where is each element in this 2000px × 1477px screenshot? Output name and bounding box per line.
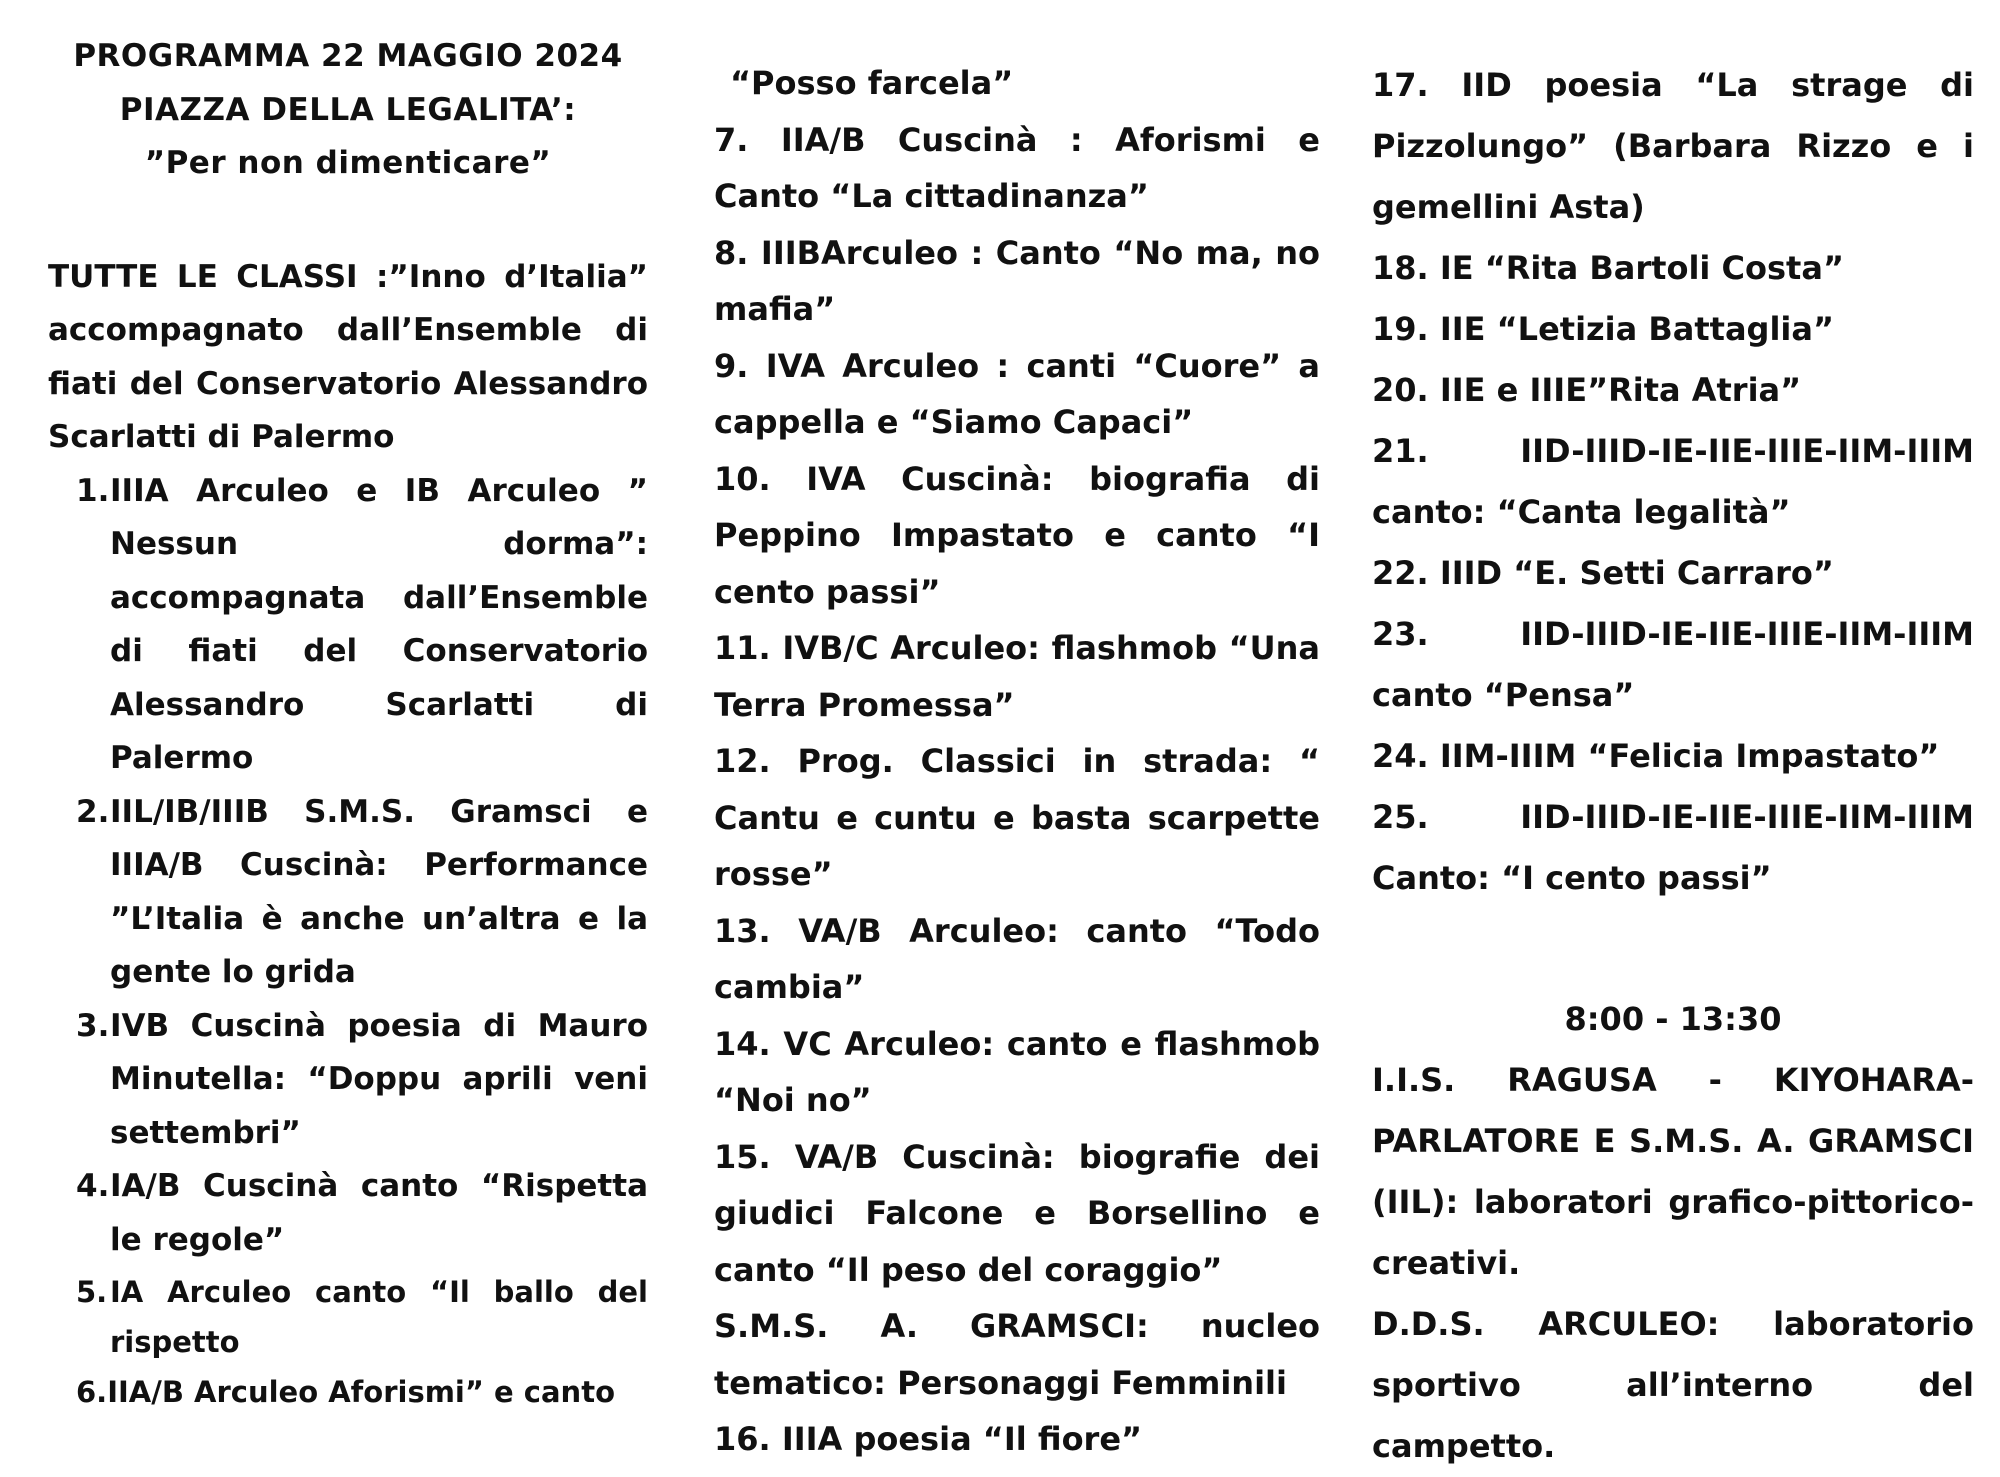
list-item: 1. IIIA Arculeo e IB Arculeo ” Nessun dorma”: accompagnata dall’Ensemble di fiati del Conservatorio Alessandro Scarlatti di Palermo [76, 472, 648, 776]
list-item: 22. IIID “E. Setti Carraro” [1372, 554, 1834, 592]
list-item: 6.IIA/B Arculeo Aforismi” e canto [76, 1375, 615, 1409]
list-item: 16. IIIA poesia “Il fiore” [714, 1420, 1143, 1458]
list-item: 18. IE “Rita Bartoli Costa” [1372, 249, 1844, 287]
list-item: 3. IVB Cuscinà poesia di Mauro Minutella: “Doppu aprili veni settembri” [76, 1007, 648, 1151]
list-item: 9. IVA Arculeo : canti “Cuore” a cappella e “Siamo Capaci” [714, 346, 1321, 441]
list-item: 12. Prog. Classici in strada: “ Cantu e cuntu e basta scarpette rosse” [714, 742, 1321, 893]
list-item: 13. VA/B Arculeo: canto “Todo cambia” [714, 911, 1321, 1006]
list-item: 24. IIM-IIIM “Felicia Impastato” [1372, 737, 1940, 775]
intro-all-classes: TUTTE LE CLASSI :”Inno d’Italia” accompagnato dall’Ensemble di fiati del Conservatorio Alessandro Scarlatti di Palermo [48, 258, 648, 455]
programme-list-part-1 [48, 465, 648, 1418]
column-right [1372, 55, 1974, 1477]
section-heading-gramsci: S.M.S. A. GRAMSCI: nucleo tematico: Personaggi Femminili [714, 1307, 1320, 1402]
list-item: 2. IIL/IB/IIIB S.M.S. Gramsci e IIIA/B Cuscinà: Performance ”L’Italia è anche un’altra e la gente lo grida [76, 793, 648, 990]
list-item: 17. IID poesia “La strage di Pizzolungo” (Barbara Rizzo e i gemellini Asta) [1372, 66, 1974, 226]
list-item: 14. VC Arculeo: canto e flashmob “Noi no” [714, 1024, 1321, 1119]
list-item: 10. IVA Cuscinà: biografia di Peppino Impastato e canto “I cento passi” [714, 459, 1321, 611]
title-line-2: PIAZZA DELLA LEGALITA’: [119, 91, 577, 128]
list-item: 11. IVB/C Arculeo: flashmob “Una Terra Promessa” [714, 629, 1320, 724]
list-item: 21. IID-IIID-IE-IIE-IIIE-IIM-IIIM canto: “Canta legalità” [1372, 432, 1974, 531]
title-line-1: PROGRAMMA 22 MAGGIO 2024 [73, 38, 623, 74]
list-item: 15. VA/B Cuscinà: biografie dei giudici Falcone e Borsellino e canto “Il peso del coraggio” [714, 1137, 1320, 1289]
list-item-continuation: “Posso farcela” [730, 64, 1014, 102]
list-item: 20. IIE e IIIE”Rita Atria” [1372, 371, 1802, 409]
lab-arculeo: D.D.S. ARCULEO: laboratorio sportivo all’interno del campetto. [1372, 1305, 1974, 1465]
time-range: 8:00 - 13:30 [1564, 1000, 1782, 1038]
column-left [48, 30, 648, 1417]
lab-ragusa-gramsci: I.I.S. RAGUSA - KIYOHARA-PARLATORE E S.M.S. A. GRAMSCI (IIL): laboratori grafico-pittorico- creativi. [1372, 1061, 1974, 1282]
list-item: 8. IIIBArculeo : Canto “No ma, no mafia” [714, 233, 1321, 328]
list-item: 4. IA/B Cuscinà canto “Rispetta le regole” [76, 1168, 648, 1258]
list-item: 23. IID-IIID-IE-IIE-IIIE-IIM-IIIM canto “Pensa” [1372, 615, 1974, 714]
list-item: 19. IIE “Letizia Battaglia” [1372, 310, 1834, 348]
title-line-3: ”Per non dimenticare” [144, 145, 552, 181]
list-item: 5. IA Arculeo canto “Il ballo del rispetto [76, 1275, 648, 1359]
list-item: 7. IIA/B Cuscinà : Aforismi e Canto “La cittadinanza” [714, 120, 1321, 215]
column-middle [714, 55, 1320, 1468]
list-item: 25. IID-IIID-IE-IIE-IIIE-IIM-IIIM Canto: “I cento passi” [1372, 798, 1974, 897]
